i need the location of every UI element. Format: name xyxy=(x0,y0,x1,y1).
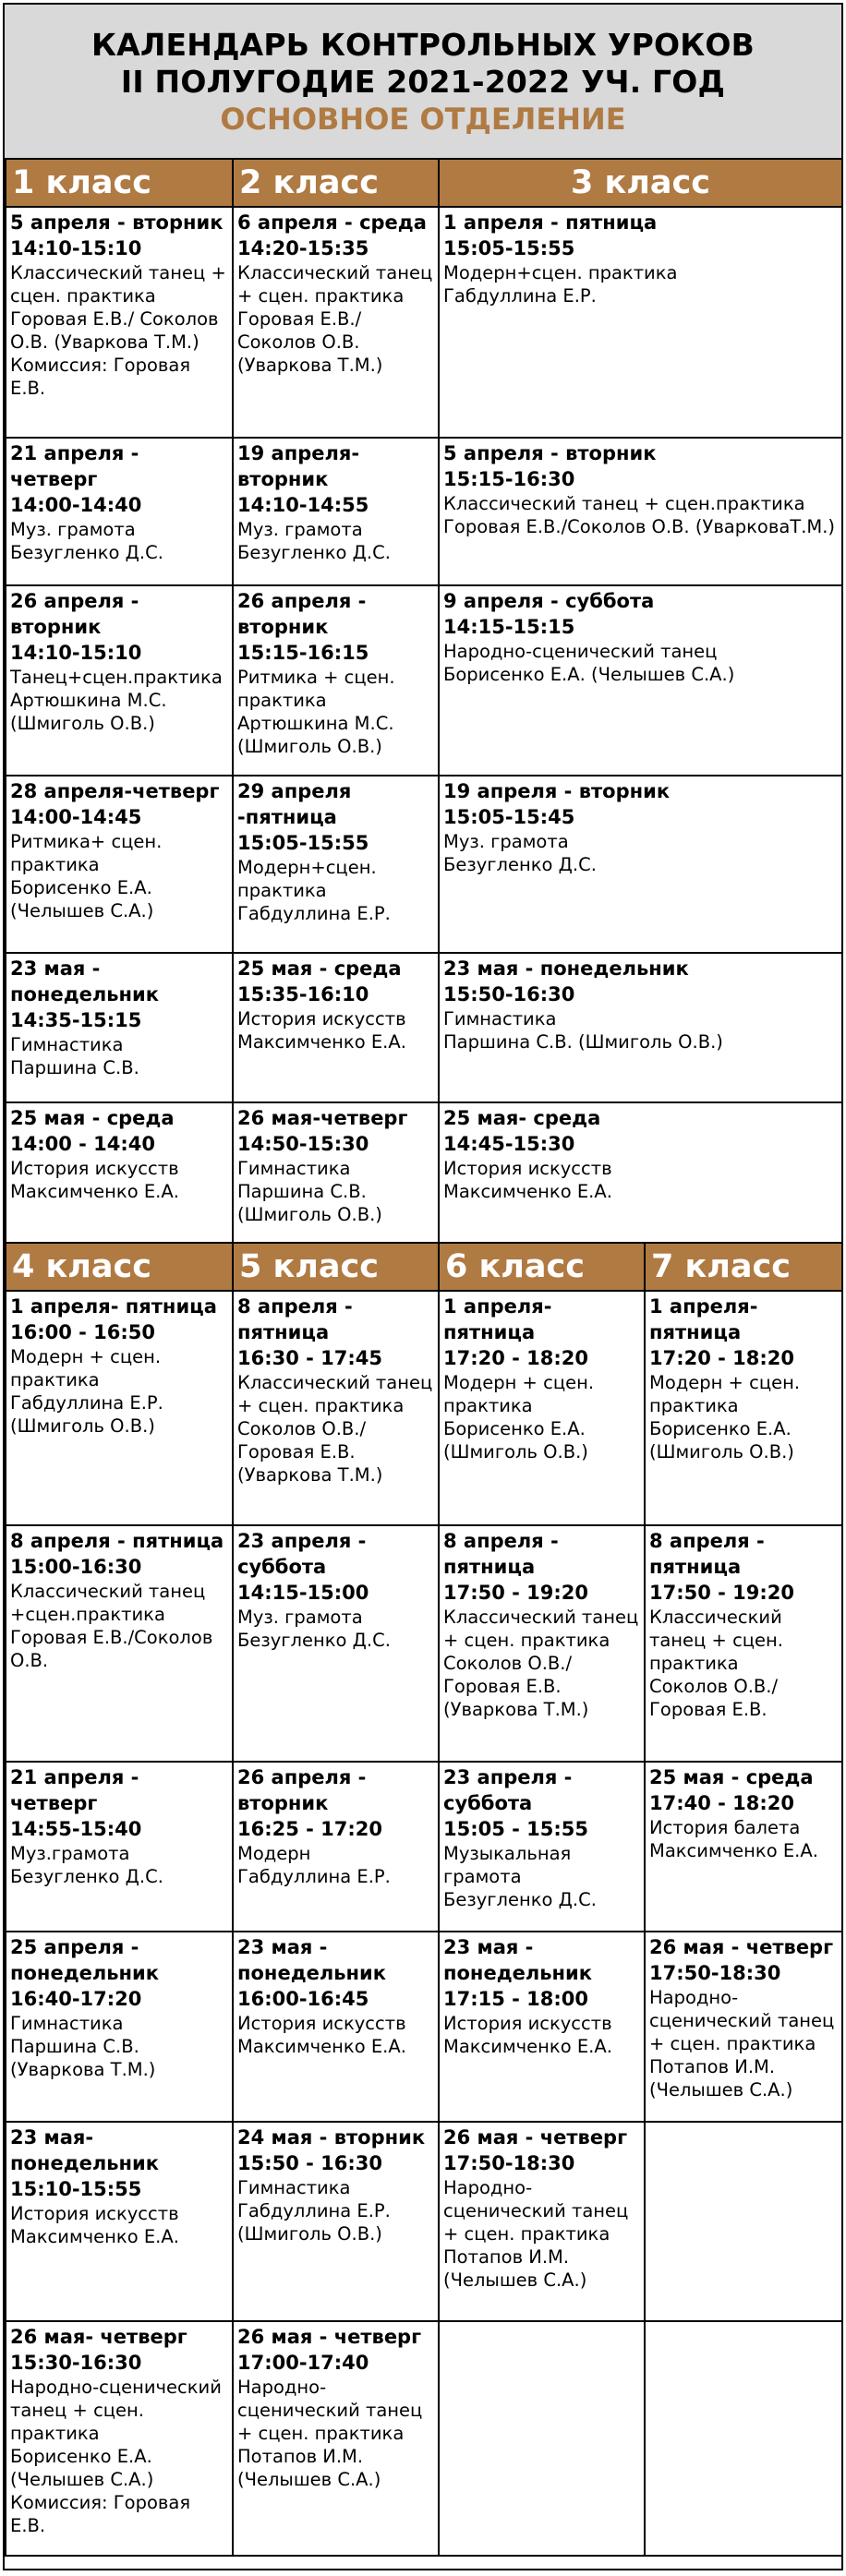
lesson-cell xyxy=(6,438,233,585)
lesson-cell xyxy=(6,2122,233,2321)
lesson-cell xyxy=(6,2321,233,2556)
lesson-date: 1 апреля - пятница xyxy=(443,211,658,234)
table-row xyxy=(6,1762,842,1932)
lesson-date: 26 апреля - вторник xyxy=(10,590,139,638)
table-row xyxy=(6,585,842,776)
lesson-teacher: Максимченко Е.А. xyxy=(237,1031,406,1053)
lesson-cell xyxy=(233,2321,439,2556)
lesson-subject: Гимнастика xyxy=(237,2177,351,2198)
lesson-date: 21 апреля - четверг xyxy=(10,1766,139,1814)
lesson-teacher: Горовая Е.В./ Соколов О.В. (Уваркова Т.М.) Комиссия: Горовая Е.В. xyxy=(10,308,219,399)
lesson-subject: Классический танец + сцен. практика xyxy=(649,1607,784,1674)
schedule-page xyxy=(3,3,843,2570)
lesson-cell xyxy=(439,585,842,776)
lesson-subject: Муз. грамота xyxy=(10,519,136,540)
lesson-subject: Народно-сценический танец + сцен. практика xyxy=(237,2377,423,2444)
lesson-subject: История балета xyxy=(649,1817,801,1838)
lesson-time: 17:15 - 18:00 xyxy=(443,1988,589,2010)
table-row xyxy=(6,1102,842,1243)
lesson-date: 5 апреля - вторник xyxy=(443,442,657,464)
lesson-teacher: Борисенко Е.А. (Челышев С.А.) xyxy=(443,664,735,685)
lesson-time: 17:50 - 19:20 xyxy=(649,1582,795,1604)
lesson-cell xyxy=(233,1932,439,2122)
lesson-time: 14:45-15:30 xyxy=(443,1133,575,1155)
lesson-subject: Танец+сцен.практика xyxy=(10,667,223,688)
lesson-subject: Классический танец + сцен.практика xyxy=(443,493,805,514)
lesson-cell xyxy=(233,585,439,776)
lesson-date: 26 апреля - вторник xyxy=(237,590,367,638)
lesson-teacher: Потапов И.М. (Челышев С.А.) xyxy=(649,2056,793,2101)
lesson-cell xyxy=(439,1291,645,1525)
lesson-subject: Модерн + сцен. практика xyxy=(443,1372,595,1416)
lesson-cell xyxy=(439,1525,645,1762)
lesson-time: 15:05-15:55 xyxy=(237,832,369,854)
lesson-date: 23 апреля - суббота xyxy=(237,1530,367,1578)
lesson-date: 8 апреля - пятница xyxy=(10,1530,224,1552)
lesson-subject: Классический танец + сцен. практика xyxy=(237,1372,433,1416)
lesson-time: 16:40-17:20 xyxy=(10,1988,142,2010)
lesson-date: 6 апреля - среда xyxy=(237,211,427,234)
lesson-time: 16:30 - 17:45 xyxy=(237,1347,383,1369)
lesson-subject: Гимнастика xyxy=(237,1158,351,1179)
lesson-subject: Муз. грамота xyxy=(443,831,569,852)
lesson-teacher: Габдуллина Е.Р. xyxy=(443,285,597,307)
lesson-time: 14:10-15:10 xyxy=(10,642,142,664)
lesson-cell xyxy=(6,1525,233,1762)
grade-header-row xyxy=(6,160,842,207)
lesson-cell xyxy=(233,2122,439,2321)
lesson-cell xyxy=(233,438,439,585)
lesson-subject: Муз. грамота xyxy=(237,1607,363,1628)
lesson-date: 25 мая- среда xyxy=(443,1107,601,1129)
subtitle: ОСНОВНОЕ ОТДЕЛЕНИЕ xyxy=(220,102,626,137)
lesson-cell xyxy=(439,953,842,1102)
lesson-date: 23 мая - понедельник xyxy=(237,1936,387,1984)
lesson-subject: Классический танец +сцен.практика xyxy=(10,1581,206,1625)
grade-header-row xyxy=(6,1244,842,1291)
lesson-date: 8 апреля - пятница xyxy=(237,1295,353,1343)
lesson-time: 15:00-16:30 xyxy=(10,1556,142,1578)
lesson-date: 8 апреля - пятница xyxy=(443,1530,559,1578)
grade-header-1: 1 класс xyxy=(6,160,233,207)
lesson-subject: История искусств xyxy=(237,1008,406,1029)
title-line-1: КАЛЕНДАРЬ КОНТРОЛЬНЫХ УРОКОВ xyxy=(91,27,755,63)
lesson-cell xyxy=(645,1291,842,1525)
lesson-subject: Гимнастика xyxy=(10,2013,124,2034)
lesson-time: 14:00-14:45 xyxy=(10,806,142,828)
table-row xyxy=(6,1525,842,1762)
lesson-subject: Модерн+сцен. практика xyxy=(237,857,377,901)
lesson-time: 15:50 - 16:30 xyxy=(237,2152,383,2174)
lesson-teacher: Паршина С.В. (Уваркова Т.М.) xyxy=(10,2036,156,2080)
lesson-subject: Музыкальная грамота xyxy=(443,1843,572,1887)
lesson-cell xyxy=(233,1762,439,1932)
lesson-time: 16:25 - 17:20 xyxy=(237,1818,383,1840)
lesson-time: 15:15-16:15 xyxy=(237,642,369,664)
lesson-teacher: Борисенко Е.А. (Челышев С.А.) xyxy=(10,877,154,921)
lesson-teacher: Габдуллина Е.Р. xyxy=(237,903,391,924)
lesson-time: 15:05-15:45 xyxy=(443,806,575,828)
grade-header-3: 3 класс xyxy=(439,160,842,207)
lesson-date: 26 мая - четверг xyxy=(649,1936,834,1958)
header-banner xyxy=(5,5,841,160)
lesson-subject: История искусств xyxy=(443,1158,612,1179)
lesson-subject: Народно-сценический танец + сцен. практика xyxy=(649,1987,835,2054)
lesson-cell xyxy=(439,2122,645,2321)
lesson-subject: Ритмика + сцен. практика xyxy=(237,667,395,711)
table-row xyxy=(6,953,842,1102)
lesson-date: 5 апреля - вторник xyxy=(10,211,224,234)
lesson-time: 14:10-15:10 xyxy=(10,237,142,259)
lesson-time: 17:40 - 18:20 xyxy=(649,1792,795,1814)
lesson-date: 26 мая - четверг xyxy=(237,2326,422,2348)
lesson-date: 9 апреля - суббота xyxy=(443,590,655,612)
lesson-cell xyxy=(233,1525,439,1762)
lesson-subject: Народно-сценический танец + сцен. практика xyxy=(10,2377,222,2444)
lesson-teacher: Соколов О.В./ Горовая Е.В. xyxy=(649,1676,779,1720)
lesson-cell xyxy=(645,2321,842,2556)
lesson-teacher: Горовая Е.В./Соколов О.В. xyxy=(10,1627,213,1671)
lesson-time: 14:55-15:40 xyxy=(10,1818,142,1840)
lesson-time: 16:00 - 16:50 xyxy=(10,1321,156,1343)
lesson-teacher: Горовая Е.В./ Соколов О.В. (Уваркова Т.М.) xyxy=(237,308,383,376)
lesson-teacher: Соколов О.В./ Горовая Е.В. (Уваркова Т.М.) xyxy=(443,1653,589,1720)
lesson-date: 23 апреля - суббота xyxy=(443,1766,573,1814)
lesson-cell xyxy=(439,1102,842,1243)
lesson-time: 14:00-14:40 xyxy=(10,494,142,516)
lesson-cell xyxy=(233,207,439,438)
table-row xyxy=(6,1932,842,2122)
lesson-time: 14:00 - 14:40 xyxy=(10,1133,156,1155)
lesson-subject: Гимнастика xyxy=(10,1034,124,1055)
lesson-subject: Модерн xyxy=(237,1843,311,1864)
lesson-teacher: Габдуллина Е.Р. (Шмиголь О.В.) xyxy=(10,1392,163,1437)
lesson-time: 17:20 - 18:20 xyxy=(649,1347,795,1369)
lesson-time: 16:00-16:45 xyxy=(237,1988,369,2010)
lesson-cell xyxy=(439,438,842,585)
lesson-cell xyxy=(6,1762,233,1932)
lesson-subject: Муз. грамота xyxy=(237,519,363,540)
lesson-cell xyxy=(645,1932,842,2122)
grade-header-5: 5 класс xyxy=(233,1244,439,1291)
lesson-cell xyxy=(439,1762,645,1932)
lesson-cell xyxy=(6,1932,233,2122)
lesson-cell xyxy=(233,776,439,953)
lesson-teacher: Максимченко Е.А. xyxy=(443,1181,612,1202)
lesson-cell xyxy=(6,1291,233,1525)
lesson-subject: Ритмика+ сцен. практика xyxy=(10,831,163,875)
lesson-teacher: Габдуллина Е.Р. xyxy=(237,1866,391,1887)
table-row xyxy=(6,2321,842,2556)
lesson-subject: Народно-сценический танец + сцен. практика xyxy=(443,2177,629,2245)
lesson-date: 28 апреля-четверг xyxy=(10,780,220,802)
lesson-date: 25 апреля - понедельник xyxy=(10,1936,160,1984)
lesson-teacher: Максимченко Е.А. xyxy=(237,2036,406,2057)
grade-header-7: 7 класс xyxy=(645,1244,842,1291)
lesson-date: 1 апреля- пятница xyxy=(443,1295,552,1343)
lesson-time: 17:20 - 18:20 xyxy=(443,1347,589,1369)
lesson-subject: История искусств xyxy=(443,2013,612,2034)
lesson-date: 25 мая - среда xyxy=(237,957,402,980)
lesson-teacher: Артюшкина М.С. (Шмиголь О.В.) xyxy=(10,690,167,734)
lesson-cell xyxy=(439,207,842,438)
lesson-cell xyxy=(645,2122,842,2321)
lesson-cell xyxy=(6,953,233,1102)
lesson-teacher: Максимченко Е.А. xyxy=(10,2226,179,2247)
lesson-date: 26 мая-четверг xyxy=(237,1107,408,1129)
lesson-subject: Классический танец + сцен. практика xyxy=(237,262,433,307)
title-line-2: II ПОЛУГОДИЕ 2021-2022 УЧ. ГОД xyxy=(120,64,726,100)
lesson-time: 15:35-16:10 xyxy=(237,983,369,1005)
grade-header-4: 4 класс xyxy=(6,1244,233,1291)
lesson-time: 15:05 - 15:55 xyxy=(443,1818,589,1840)
table-row xyxy=(6,207,842,438)
lesson-date: 23 мая - понедельник xyxy=(443,1936,593,1984)
lesson-teacher: Борисенко Е.А. (Челышев С.А.) Комиссия: Горовая Е.В. xyxy=(10,2446,191,2536)
lesson-subject: История искусств xyxy=(237,2013,406,2034)
lesson-teacher: Максимченко Е.А. xyxy=(443,2036,612,2057)
lesson-date: 1 апреля- пятница xyxy=(649,1295,758,1343)
lesson-time: 14:20-15:35 xyxy=(237,237,369,259)
lesson-cell xyxy=(439,1932,645,2122)
lesson-teacher: Безугленко Д.С. xyxy=(237,1630,391,1651)
lesson-time: 15:05-15:55 xyxy=(443,237,575,259)
lesson-time: 14:35-15:15 xyxy=(10,1009,142,1031)
lesson-time: 17:50-18:30 xyxy=(649,1962,781,1984)
lesson-time: 17:50 - 19:20 xyxy=(443,1582,589,1604)
lesson-time: 15:30-16:30 xyxy=(10,2352,142,2374)
lesson-time: 14:50-15:30 xyxy=(237,1133,369,1155)
lesson-cell xyxy=(6,207,233,438)
grade-header-2: 2 класс xyxy=(233,160,439,207)
lesson-teacher: Потапов И.М. (Челышев С.А.) xyxy=(237,2446,381,2490)
lesson-date: 26 мая - четверг xyxy=(443,2126,628,2149)
lesson-subject: Гимнастика xyxy=(443,1008,557,1029)
lesson-date: 25 мая - среда xyxy=(10,1107,175,1129)
lesson-cell xyxy=(645,1762,842,1932)
lesson-cell xyxy=(645,1525,842,1762)
lesson-teacher: Соколов О.В./ Горовая Е.В. (Уваркова Т.М.) xyxy=(237,1418,383,1486)
lesson-time: 15:10-15:55 xyxy=(10,2178,142,2200)
table-row xyxy=(6,1291,842,1525)
lesson-subject: Модерн + сцен. практика xyxy=(10,1346,162,1390)
grade-header-6: 6 класс xyxy=(439,1244,645,1291)
lesson-subject: Классический танец + сцен. практика xyxy=(10,262,226,307)
lesson-teacher: Максимченко Е.А. xyxy=(10,1181,179,1202)
lesson-teacher: Паршина С.В. (Шмиголь О.В.) xyxy=(443,1031,723,1053)
lesson-subject: Классический танец + сцен. практика xyxy=(443,1607,639,1651)
lesson-teacher: Потапов И.М. (Челышев С.А.) xyxy=(443,2246,587,2291)
table-row xyxy=(6,2122,842,2321)
lesson-date: 24 мая - вторник xyxy=(237,2126,426,2149)
lesson-cell xyxy=(439,2321,645,2556)
lesson-cell xyxy=(439,776,842,953)
lesson-teacher: Габдуллина Е.Р. (Шмиголь О.В.) xyxy=(237,2200,391,2245)
lesson-subject: Модерн+сцен. практика xyxy=(443,262,678,283)
lesson-teacher: Борисенко Е.А. (Шмиголь О.В.) xyxy=(649,1418,794,1463)
table-row xyxy=(6,776,842,953)
lesson-date: 1 апреля- пятница xyxy=(10,1295,217,1318)
lesson-subject: История искусств xyxy=(10,2203,179,2224)
lesson-date: 25 мая - среда xyxy=(649,1766,814,1788)
lesson-time: 15:50-16:30 xyxy=(443,983,575,1005)
lesson-date: 23 мая- понедельник xyxy=(10,2126,160,2174)
lesson-time: 14:10-14:55 xyxy=(237,494,369,516)
lesson-teacher: Безугленко Д.С. xyxy=(443,854,597,875)
lesson-cell xyxy=(233,1102,439,1243)
lesson-date: 29 апреля -пятница xyxy=(237,780,352,828)
lesson-time: 17:00-17:40 xyxy=(237,2352,369,2374)
lesson-cell xyxy=(233,1291,439,1525)
lesson-teacher: Безугленко Д.С. xyxy=(10,542,163,563)
lesson-time: 14:15-15:00 xyxy=(237,1582,369,1604)
lesson-teacher: Борисенко Е.А. (Шмиголь О.В.) xyxy=(443,1418,588,1463)
lesson-time: 17:50-18:30 xyxy=(443,2152,575,2174)
table-row xyxy=(6,438,842,585)
lesson-subject: Муз.грамота xyxy=(10,1843,130,1864)
lesson-date: 26 апреля - вторник xyxy=(237,1766,367,1814)
lesson-date: 21 апреля - четверг xyxy=(10,442,139,490)
lesson-teacher: Артюшкина М.С. (Шмиголь О.В.) xyxy=(237,713,394,757)
lesson-date: 23 мая - понедельник xyxy=(443,957,689,980)
lesson-cell xyxy=(233,953,439,1102)
lesson-date: 19 апреля-вторник xyxy=(237,442,360,490)
lesson-cell xyxy=(6,776,233,953)
lesson-date: 19 апреля - вторник xyxy=(443,780,671,802)
lesson-time: 14:15-15:15 xyxy=(443,616,575,638)
lesson-date: 23 мая - понедельник xyxy=(10,957,160,1005)
schedule-table-grades-4-7 xyxy=(5,1244,843,2557)
lesson-teacher: Безугленко Д.С. xyxy=(443,1889,597,1910)
lesson-date: 26 мая- четверг xyxy=(10,2326,187,2348)
schedule-table-grades-1-3 xyxy=(5,160,843,1244)
lesson-subject: История искусств xyxy=(10,1158,179,1179)
lesson-subject: Модерн + сцен. практика xyxy=(649,1372,801,1416)
lesson-cell xyxy=(6,1102,233,1243)
lesson-date: 8 апреля - пятница xyxy=(649,1530,765,1578)
lesson-time: 15:15-16:30 xyxy=(443,468,575,490)
lesson-subject: Народно-сценический танец xyxy=(443,641,718,662)
lesson-teacher: Безугленко Д.С. xyxy=(10,1866,163,1887)
lesson-teacher: Безугленко Д.С. xyxy=(237,542,391,563)
lesson-cell xyxy=(6,585,233,776)
lesson-teacher: Паршина С.В. (Шмиголь О.В.) xyxy=(237,1181,382,1225)
lesson-teacher: Паршина С.В. xyxy=(10,1057,139,1078)
lesson-teacher: Максимченко Е.А. xyxy=(649,1840,818,1861)
lesson-teacher: Горовая Е.В./Соколов О.В. (УварковаТ.М.) xyxy=(443,516,836,537)
